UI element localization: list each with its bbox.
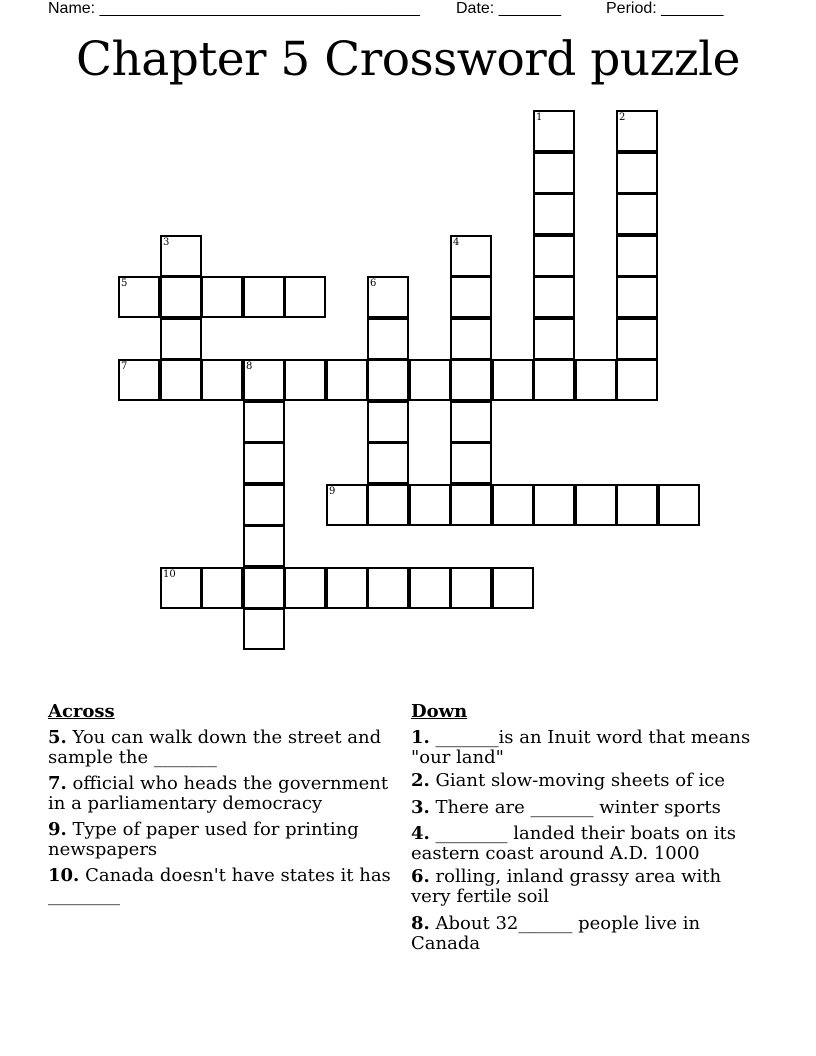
- clue-number: 2: [619, 112, 626, 123]
- clue-number: 7: [121, 361, 128, 372]
- grid-cell[interactable]: [201, 567, 243, 609]
- grid-cell[interactable]: [450, 484, 492, 526]
- grid-cell-5[interactable]: [118, 276, 160, 318]
- grid-cell[interactable]: [243, 525, 285, 567]
- grid-cell[interactable]: [533, 359, 575, 401]
- grid-cell-1[interactable]: [533, 110, 575, 152]
- grid-cell[interactable]: [201, 276, 243, 318]
- grid-cell[interactable]: [160, 276, 202, 318]
- grid-cell[interactable]: [243, 484, 285, 526]
- date-field[interactable]: Date: _______: [456, 0, 561, 17]
- grid-cell[interactable]: [243, 442, 285, 484]
- grid-cell-2[interactable]: [616, 110, 658, 152]
- grid-cell[interactable]: [326, 359, 368, 401]
- clue-number: 6: [370, 278, 377, 289]
- grid-cell[interactable]: [409, 567, 451, 609]
- grid-cell[interactable]: [492, 484, 534, 526]
- clue-down-1: 1. _______is an Inuit word that means "our land": [411, 727, 751, 768]
- clue-down-6: 6. rolling, inland grassy area with very fertile soil: [411, 866, 722, 907]
- grid-cell[interactable]: [616, 318, 658, 360]
- clue-across-5: 5. You can walk down the street and sample the _______: [48, 727, 382, 768]
- grid-cell[interactable]: [616, 484, 658, 526]
- grid-cell-3[interactable]: [160, 235, 202, 277]
- clue-number: 1: [536, 112, 543, 123]
- period-field[interactable]: Period: _______: [606, 0, 724, 17]
- grid-cell[interactable]: [616, 235, 658, 277]
- clue-down-2: 2. Giant slow-moving sheets of ice: [411, 770, 725, 791]
- grid-cell[interactable]: [450, 401, 492, 443]
- clue-down-3: 3. There are _______ winter sports: [411, 797, 721, 818]
- grid-cell[interactable]: [533, 484, 575, 526]
- grid-cell-7[interactable]: [118, 359, 160, 401]
- grid-cell[interactable]: [616, 276, 658, 318]
- grid-cell[interactable]: [243, 401, 285, 443]
- grid-cell[interactable]: [367, 484, 409, 526]
- grid-cell[interactable]: [367, 567, 409, 609]
- grid-cell[interactable]: [450, 276, 492, 318]
- page-title: Chapter 5 Crossword puzzle: [75, 32, 740, 87]
- grid-cell[interactable]: [284, 567, 326, 609]
- down-heading: Down: [411, 701, 468, 722]
- grid-cell-8[interactable]: [243, 359, 285, 401]
- grid-cell[interactable]: [243, 567, 285, 609]
- grid-cell-9[interactable]: [326, 484, 368, 526]
- grid-cell[interactable]: [575, 484, 617, 526]
- grid-cell[interactable]: [160, 318, 202, 360]
- clue-down-4: 4. ________ landed their boats on its eastern coast around A.D. 1000: [411, 823, 736, 864]
- grid-cell[interactable]: [409, 359, 451, 401]
- grid-cell[interactable]: [243, 608, 285, 650]
- grid-cell[interactable]: [616, 152, 658, 194]
- grid-cell[interactable]: [450, 318, 492, 360]
- grid-cell[interactable]: [616, 193, 658, 235]
- clue-across-7: 7. official who heads the government in a parliamentary democracy: [48, 773, 389, 814]
- across-heading: Across: [48, 701, 115, 722]
- grid-cell[interactable]: [367, 318, 409, 360]
- grid-cell-4[interactable]: [450, 235, 492, 277]
- clue-across-9: 9. Type of paper used for printing newspapers: [48, 819, 359, 860]
- grid-cell[interactable]: [367, 442, 409, 484]
- clue-number: 3: [163, 237, 170, 248]
- grid-cell[interactable]: [326, 567, 368, 609]
- clue-number: 9: [329, 486, 336, 497]
- grid-cell[interactable]: [409, 484, 451, 526]
- grid-cell[interactable]: [533, 276, 575, 318]
- clue-number: 4: [453, 237, 460, 248]
- grid-cell[interactable]: [243, 276, 285, 318]
- clue-down-8: 8. About 32______ people live in Canada: [411, 913, 701, 954]
- grid-cell[interactable]: [492, 567, 534, 609]
- grid-cell[interactable]: [367, 401, 409, 443]
- clue-number: 8: [246, 361, 253, 372]
- grid-cell[interactable]: [575, 359, 617, 401]
- grid-cell[interactable]: [533, 152, 575, 194]
- grid-cell[interactable]: [533, 318, 575, 360]
- clue-number: 5: [121, 278, 128, 289]
- grid-cell[interactable]: [533, 193, 575, 235]
- grid-cell-10[interactable]: [160, 567, 202, 609]
- clue-number: 10: [163, 569, 176, 580]
- name-field[interactable]: Name: ____________________________________: [48, 0, 420, 17]
- grid-cell[interactable]: [616, 359, 658, 401]
- grid-cell[interactable]: [201, 359, 243, 401]
- down-clues: [411, 700, 751, 960]
- clue-across-10: 10. Canada doesn't have states it has ________: [48, 865, 391, 906]
- grid-cell[interactable]: [284, 276, 326, 318]
- grid-cell[interactable]: [658, 484, 700, 526]
- grid-cell[interactable]: [450, 359, 492, 401]
- grid-cell-6[interactable]: [367, 276, 409, 318]
- grid-cell[interactable]: [367, 359, 409, 401]
- across-clues: [48, 700, 393, 912]
- grid-cell[interactable]: [450, 442, 492, 484]
- grid-cell[interactable]: [160, 359, 202, 401]
- grid-cell[interactable]: [450, 567, 492, 609]
- grid-cell[interactable]: [533, 235, 575, 277]
- grid-cell[interactable]: [492, 359, 534, 401]
- grid-cell[interactable]: [284, 359, 326, 401]
